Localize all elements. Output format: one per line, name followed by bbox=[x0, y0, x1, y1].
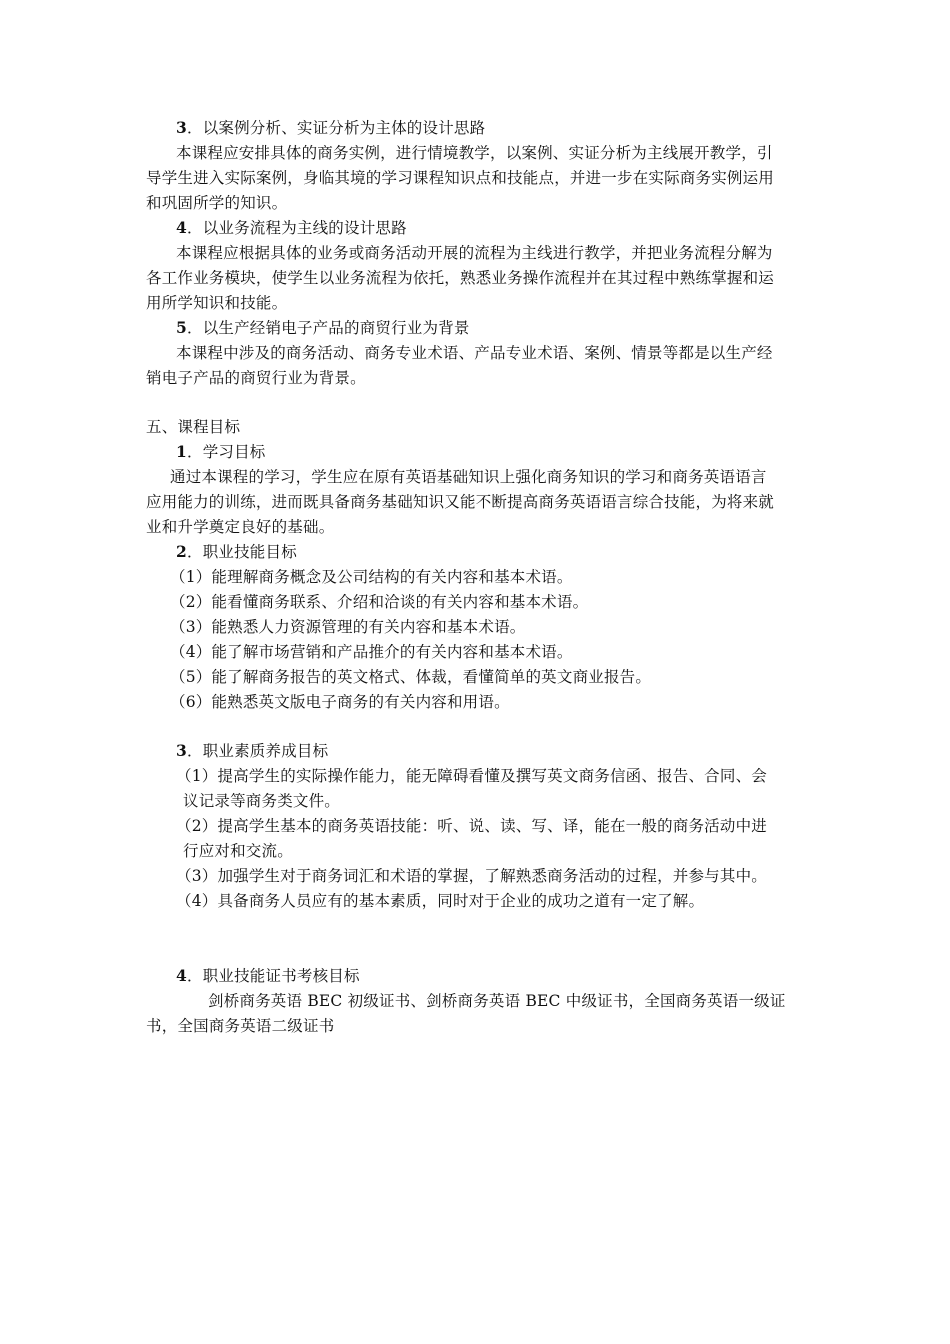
list-item: （5）能了解商务报告的英文格式、体裁，看懂简单的英文商业报告。 bbox=[170, 668, 652, 686]
list-item: （4）具备商务人员应有的基本素质，同时对于企业的成功之道有一定了解。 bbox=[176, 892, 705, 910]
quality-goal-heading bbox=[176, 739, 328, 763]
learning-goal-heading bbox=[176, 440, 266, 464]
heading-text: ．以生产经销电子产品的商贸行业为背景 bbox=[187, 319, 470, 337]
list-item: （4）能了解市场营销和产品推介的有关内容和基本术语。 bbox=[170, 643, 573, 661]
heading-number: 1 bbox=[176, 442, 187, 461]
heading-number: 3 bbox=[176, 741, 187, 760]
list-item: （3）加强学生对于商务词汇和术语的掌握，了解熟悉商务活动的过程，并参与其中。 bbox=[176, 867, 767, 885]
list-item: （2）提高学生基本的商务英语技能：听、说、读、写、译，能在一般的商务活动中进 bbox=[176, 817, 767, 835]
heading-text: ．职业技能证书考核目标 bbox=[187, 967, 360, 985]
goals-title: 五、课程目标 bbox=[146, 418, 241, 436]
paragraph-line: 和巩固所学的知识。 bbox=[146, 194, 288, 212]
paragraph-line: 用所学知识和技能。 bbox=[146, 294, 288, 312]
list-item-continuation: 行应对和交流。 bbox=[183, 842, 293, 860]
paragraph-line: 导学生进入实际案例，身临其境的学习课程知识点和技能点，并进一步在实际商务实例运用 bbox=[146, 169, 775, 187]
paragraph-line: 本课程应安排具体的商务实例，进行情境教学，以案例、实证分析为主线展开教学，引 bbox=[176, 144, 773, 162]
paragraph-line: 应用能力的训练，进而既具备商务基础知识又能不断提高商务英语语言综合技能，为将来就 bbox=[146, 493, 775, 511]
heading-text: ．以案例分析、实证分析为主体的设计思路 bbox=[187, 119, 486, 137]
section-4-heading bbox=[176, 216, 407, 240]
heading-text: ．职业技能目标 bbox=[187, 543, 297, 561]
paragraph-line: 本课程中涉及的商务活动、商务专业术语、产品专业术语、案例、情景等都是以生产经 bbox=[176, 344, 773, 362]
heading-number: 4 bbox=[176, 218, 187, 237]
heading-number: 5 bbox=[176, 318, 187, 337]
list-item: （6）能熟悉英文版电子商务的有关内容和用语。 bbox=[170, 693, 510, 711]
list-item: （1）提高学生的实际操作能力，能无障碍看懂及撰写英文商务信函、报告、合同、会 bbox=[176, 767, 767, 785]
skills-goal-heading bbox=[176, 540, 297, 564]
certificate-goal-heading bbox=[176, 964, 360, 988]
heading-number: 3 bbox=[176, 118, 187, 137]
paragraph-line: 各工作业务模块，使学生以业务流程为依托，熟悉业务操作流程并在其过程中熟练掌握和运 bbox=[146, 269, 775, 287]
list-item: （1）能理解商务概念及公司结构的有关内容和基本术语。 bbox=[170, 568, 573, 586]
list-item: （3）能熟悉人力资源管理的有关内容和基本术语。 bbox=[170, 618, 526, 636]
paragraph-line: 剑桥商务英语 BEC 初级证书、剑桥商务英语 BEC 中级证书，全国商务英语一级证 bbox=[208, 992, 786, 1010]
list-item: （2）能看懂商务联系、介绍和洽谈的有关内容和基本术语。 bbox=[170, 593, 589, 611]
section-5-heading bbox=[176, 316, 470, 340]
paragraph-line: 书，全国商务英语二级证书 bbox=[146, 1017, 335, 1035]
paragraph-line: 通过本课程的学习，学生应在原有英语基础知识上强化商务知识的学习和商务英语语言 bbox=[170, 468, 767, 486]
section-3-heading bbox=[176, 116, 485, 140]
heading-text: ．学习目标 bbox=[187, 443, 266, 461]
paragraph-line: 本课程应根据具体的业务或商务活动开展的流程为主线进行教学，并把业务流程分解为 bbox=[176, 244, 773, 262]
paragraph-line: 销电子产品的商贸行业为背景。 bbox=[146, 369, 366, 387]
paragraph-line: 业和升学奠定良好的基础。 bbox=[146, 518, 335, 536]
heading-text: ．职业素质养成目标 bbox=[187, 742, 329, 760]
heading-text: ．以业务流程为主线的设计思路 bbox=[187, 219, 407, 237]
list-item-continuation: 议记录等商务类文件。 bbox=[183, 792, 341, 810]
heading-number: 4 bbox=[176, 966, 187, 985]
heading-number: 2 bbox=[176, 542, 187, 561]
